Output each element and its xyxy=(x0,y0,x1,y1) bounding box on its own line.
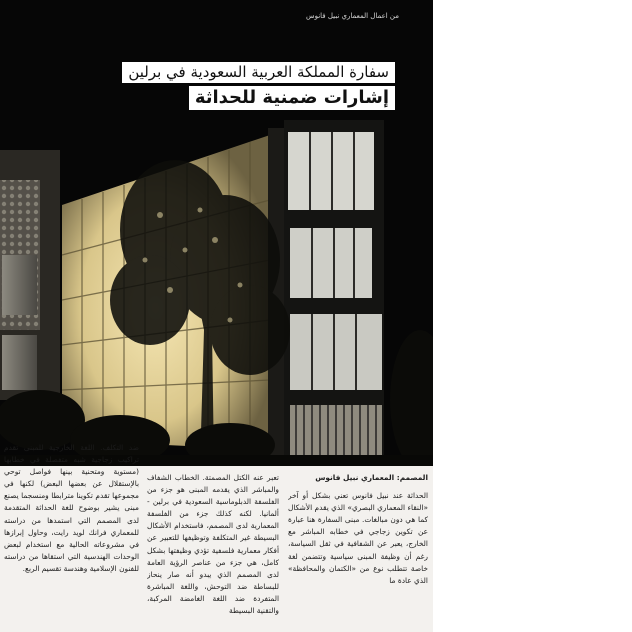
blank-margin xyxy=(433,0,632,632)
running-head: من اعمال المعماري نبيل فانوس xyxy=(306,12,399,20)
text-column-3 xyxy=(4,442,139,632)
column-3-text: ضد التكلف. اللغة الخارجية للمبنى تقدم تراكيب زجاجية شبه متفصلة في خطابها (مستوية ومتحنية بينها فواصل توحي بالإستقلال عن بعضها البعض) لكنها في مجموعها تقدم تكوينا مترابطا ومنسجما يصنع مبنى يشير بوضوح للغة الحداثة المتقدمة لدى المصمم التي استمدها من دراسته للمعماري فرانك لويد رايت، وحاول إبرازها في مشروعاته الحالية مع استخدام لبعض الوحدات الهندسية التي استقاها من دراسته للفنون الإسلامية وهندسة تقسيم الربع. xyxy=(4,443,139,573)
text-column-1 xyxy=(288,472,428,630)
column-2-text: تعبر عنه الكتل المصمتة. الخطاب الشفاف والمباشر الذي يقدمه المبنى هو جزء من الفلسفة الدبلوماسية السعودية في برلين - ألمانيا. لكنه كذلك جزء من الفلسفة المعمارية لدى المصمم، فاستخدام الأشكال البسيطة غير المتكلفة وتوظيفها للتعبير عن أفكار معمارية فلسفية تؤدي وظيفتها بشكل كامل، هي جزء من عناصر الرؤية العامة لدى المصمم الذي يبدو أنه صار ينحاز للبساطة ضد التوحش، واللغة المباشرة المتفردة ضد اللغة الغامضة المركبة، والتقنية البسيطة xyxy=(147,473,279,616)
article-title-line1: سفارة المملكة العربية السعودية في برلين xyxy=(122,62,395,83)
article-body xyxy=(0,443,433,632)
article-title-line2: إشارات ضمنية للحداثة xyxy=(189,86,395,110)
text-column-2 xyxy=(147,472,279,630)
designer-byline: المصمم: المعماري نبيل فانوس xyxy=(315,473,428,482)
column-1-text: الحداثة عند نبيل فانوس تعني بشكل أو آخر «النقاء المعماري البصري» الذي يقدم الأشكال كما هي دون مبالغات. مبنى السفارة هنا عبارة عن تكوين زجاجي في خطابه المباشر مع الخارج، يعبر عن الشفافية في ثقل السياسة، رغم أن وظيفة المبنى سياسية وتتضمن لغة خاصة تتطلب نوع من «الكتمان والمحافظة» الذي عادة ما xyxy=(288,491,428,585)
